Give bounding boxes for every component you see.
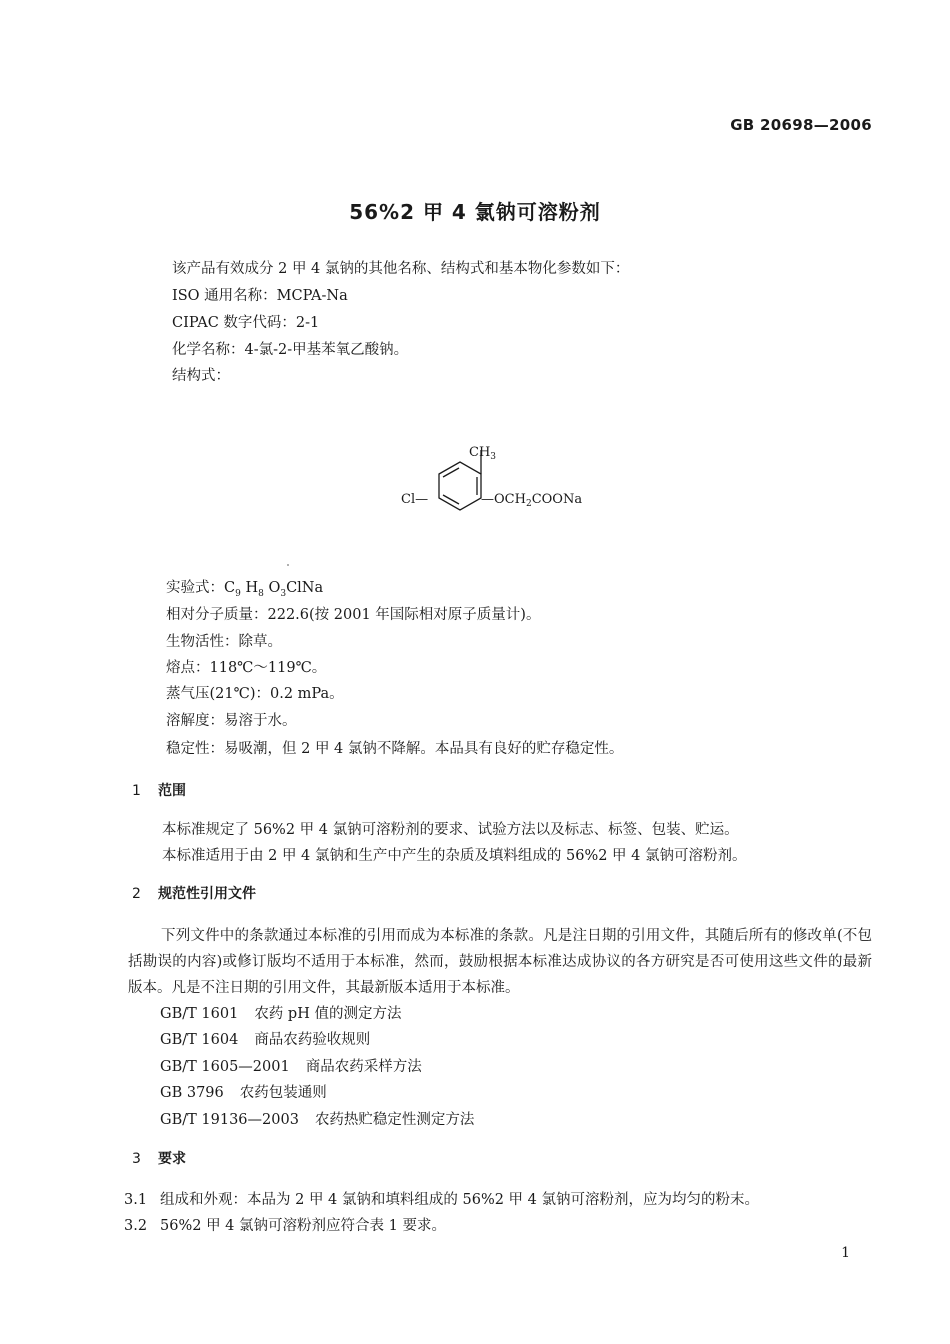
section-heading-requirements: 3 要求: [132, 1151, 186, 1167]
sidechain-label: $—OCH_2COONa$: [481, 492, 583, 509]
section-heading-scope: 1 范围: [132, 783, 186, 799]
property-line: 溶解度：易溶于水。: [166, 713, 297, 729]
section-heading-references: 2 规范性引用文件: [132, 886, 256, 902]
reference-item: GB 3796 农药包装通则: [160, 1085, 327, 1101]
references-paragraph: 下列文件中的条款通过本标准的引用而成为本标准的条款。凡是注日期的引用文件，其随后所有的修改单(不包括勘误的内容)或修订版均不适用于本标准，然而，鼓励根据本标准达成协议的各方研究是否可使用这些文件的最新版本。凡是不注日期的引用文件，其最新版本适用于本标准。: [128, 928, 872, 996]
intro-line: 该产品有效成分 2 甲 4 氯钠的其他名称、结构式和基本物化参数如下：: [172, 261, 630, 277]
reference-item: GB/T 19136—2003 农药热贮稳定性测定方法: [160, 1112, 475, 1128]
intro-line: ISO 通用名称：MCPA-Na: [172, 288, 348, 304]
property-line: 蒸气压(21℃)：0.2 mPa。: [166, 686, 344, 702]
page-number: 1: [841, 1245, 850, 1261]
chloro-label: Cl—: [401, 492, 429, 507]
scope-paragraph: 本标准规定了 56%2 甲 4 氯钠可溶粉剂的要求、试验方法以及标志、标签、包装、贮运。: [162, 822, 739, 838]
property-line: 相对分子质量：222.6(按 2001 年国际相对原子质量计)。: [166, 607, 541, 623]
clause-3-2: 3.2 56%2 甲 4 氯钠可溶粉剂应符合表 1 要求。: [124, 1218, 446, 1234]
property-line: 熔点：118℃～119℃。: [166, 660, 327, 676]
reference-item: GB/T 1605—2001 商品农药采样方法: [160, 1059, 422, 1075]
methyl-label: $CH_3$: [469, 445, 497, 462]
reference-item: GB/T 1601 农药 pH 值的测定方法: [160, 1006, 402, 1022]
intro-line: 结构式：: [172, 368, 230, 384]
clause-3-1: 3.1 组成和外观：本品为 2 甲 4 氯钠和填料组成的 56%2 甲 4 氯钠可溶粉剂，应为均匀的粉末。: [124, 1192, 759, 1208]
intro-line: CIPAC 数字代码：2-1: [172, 315, 320, 331]
document-number: GB 20698—2006: [730, 116, 872, 134]
empirical-formula: 实验式：$C_9$ $H_8$ $O_3ClNa$: [166, 580, 324, 599]
property-line: 生物活性：除草。: [166, 634, 282, 650]
scope-paragraph: 本标准适用于由 2 甲 4 氯钠和生产中产生的杂质及填料组成的 56%2 甲 4 氯钠可溶粉剂。: [162, 848, 747, 864]
structural-formula: [395, 440, 625, 534]
reference-item: GB/T 1604 商品农药验收规则: [160, 1032, 371, 1048]
property-line: 稳定性：易吸潮，但 2 甲 4 氯钠不降解。本品具有良好的贮存稳定性。: [166, 741, 624, 757]
document-title: 56%2 甲 4 氯钠可溶粉剂: [349, 200, 601, 224]
intro-line: 化学名称：4-氯-2-甲基苯氧乙酸钠。: [172, 342, 409, 358]
stray-dot: [287, 564, 289, 566]
